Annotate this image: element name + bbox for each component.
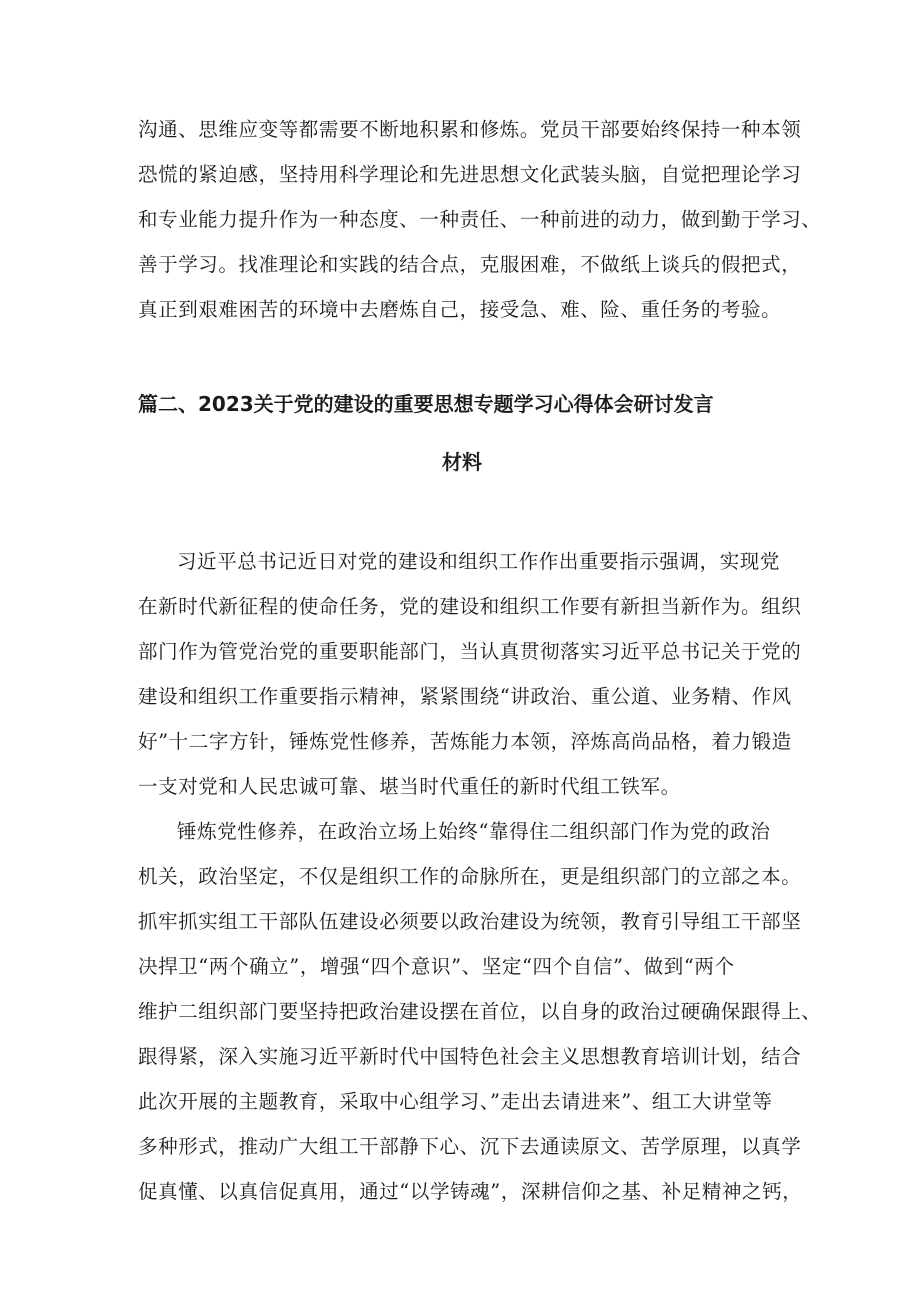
p2-line-9: 促真懂、以真信促真用，通过“以学铸魂”，深耕信仰之基、补足精神之钙， bbox=[138, 1180, 803, 1203]
p1-line-5: 好”十二字方针，锤炼党性修养，苦炼能力本领，淬炼高尚品格，着力锻造 bbox=[138, 730, 792, 753]
p2-line-3: 抓牢抓实组工干部队伍建设必须要以政治建设为统领，教育引导组工干部坚 bbox=[138, 910, 802, 933]
p2-line-7: 此次开展的主题教育，采取中心组学习、”走出去请进来”、组工大讲堂等 bbox=[138, 1090, 773, 1113]
section-title-line-2: 材料 bbox=[442, 450, 482, 474]
intro-line-5: 真正到艰难困苦的环境中去磨炼自己，接受急、难、险、重任务的考验。 bbox=[138, 298, 782, 321]
p2-line-6: 跟得紧，深入实施习近平新时代中国特色社会主义思想教育培训计划，结合 bbox=[138, 1045, 802, 1068]
intro-line-4: 善于学习。找准理论和实践的结合点，克服困难，不做纸上谈兵的假把式， bbox=[138, 253, 802, 276]
section-title-line-1: 篇二、2023关于党的建设的重要思想专题学习心得体会研讨发言 bbox=[138, 392, 714, 416]
intro-line-2: 恐慌的紧迫感，坚持用科学理论和先进思想文化武装头脑，自觉把理论学习 bbox=[138, 163, 802, 186]
p2-line-5: 维护二组织部门要坚持把政治建设摆在首位，以自身的政治过硬确保跟得上、 bbox=[138, 1000, 822, 1023]
p2-line-1: 锤炼党性修养，在政治立场上始终“靠得住二组织部门作为党的政治 bbox=[177, 820, 771, 843]
p2-line-2: 机关，政治坚定，不仅是组织工作的命脉所在，更是组织部门的立部之本。 bbox=[138, 865, 802, 888]
intro-line-1: 沟通、思维应变等都需要不断地积累和修炼。党员干部要始终保持一种本领 bbox=[138, 118, 802, 141]
p1-line-3: 部门作为管党治党的重要职能部门，当认真贯彻落实习近平总书记关于党的 bbox=[138, 640, 802, 663]
p2-line-4: 决捍卫“两个确立”，增强“四个意识”、坚定“四个自信”、做到“两个 bbox=[138, 955, 735, 978]
p2-line-8: 多种形式，推动广大组工干部静下心、沉下去通读原文、苦学原理，以真学 bbox=[138, 1135, 802, 1158]
p1-line-4: 建设和组织工作重要指示精神，紧紧围绕“讲政治、重公道、业务精、作风 bbox=[138, 685, 792, 708]
intro-line-3: 和专业能力提升作为一种态度、一种责任、一种前进的动力，做到勤于学习、 bbox=[138, 208, 822, 231]
p1-line-2: 在新时代新征程的使命任务，党的建设和组织工作要有新担当新作为。组织 bbox=[138, 595, 802, 618]
p1-line-6: 一支对党和人民忠诚可靠、堪当时代重任的新时代组工铁军。 bbox=[138, 775, 681, 798]
p1-line-1: 习近平总书记近日对党的建设和组织工作作出重要指示强调，实现党 bbox=[177, 550, 781, 573]
